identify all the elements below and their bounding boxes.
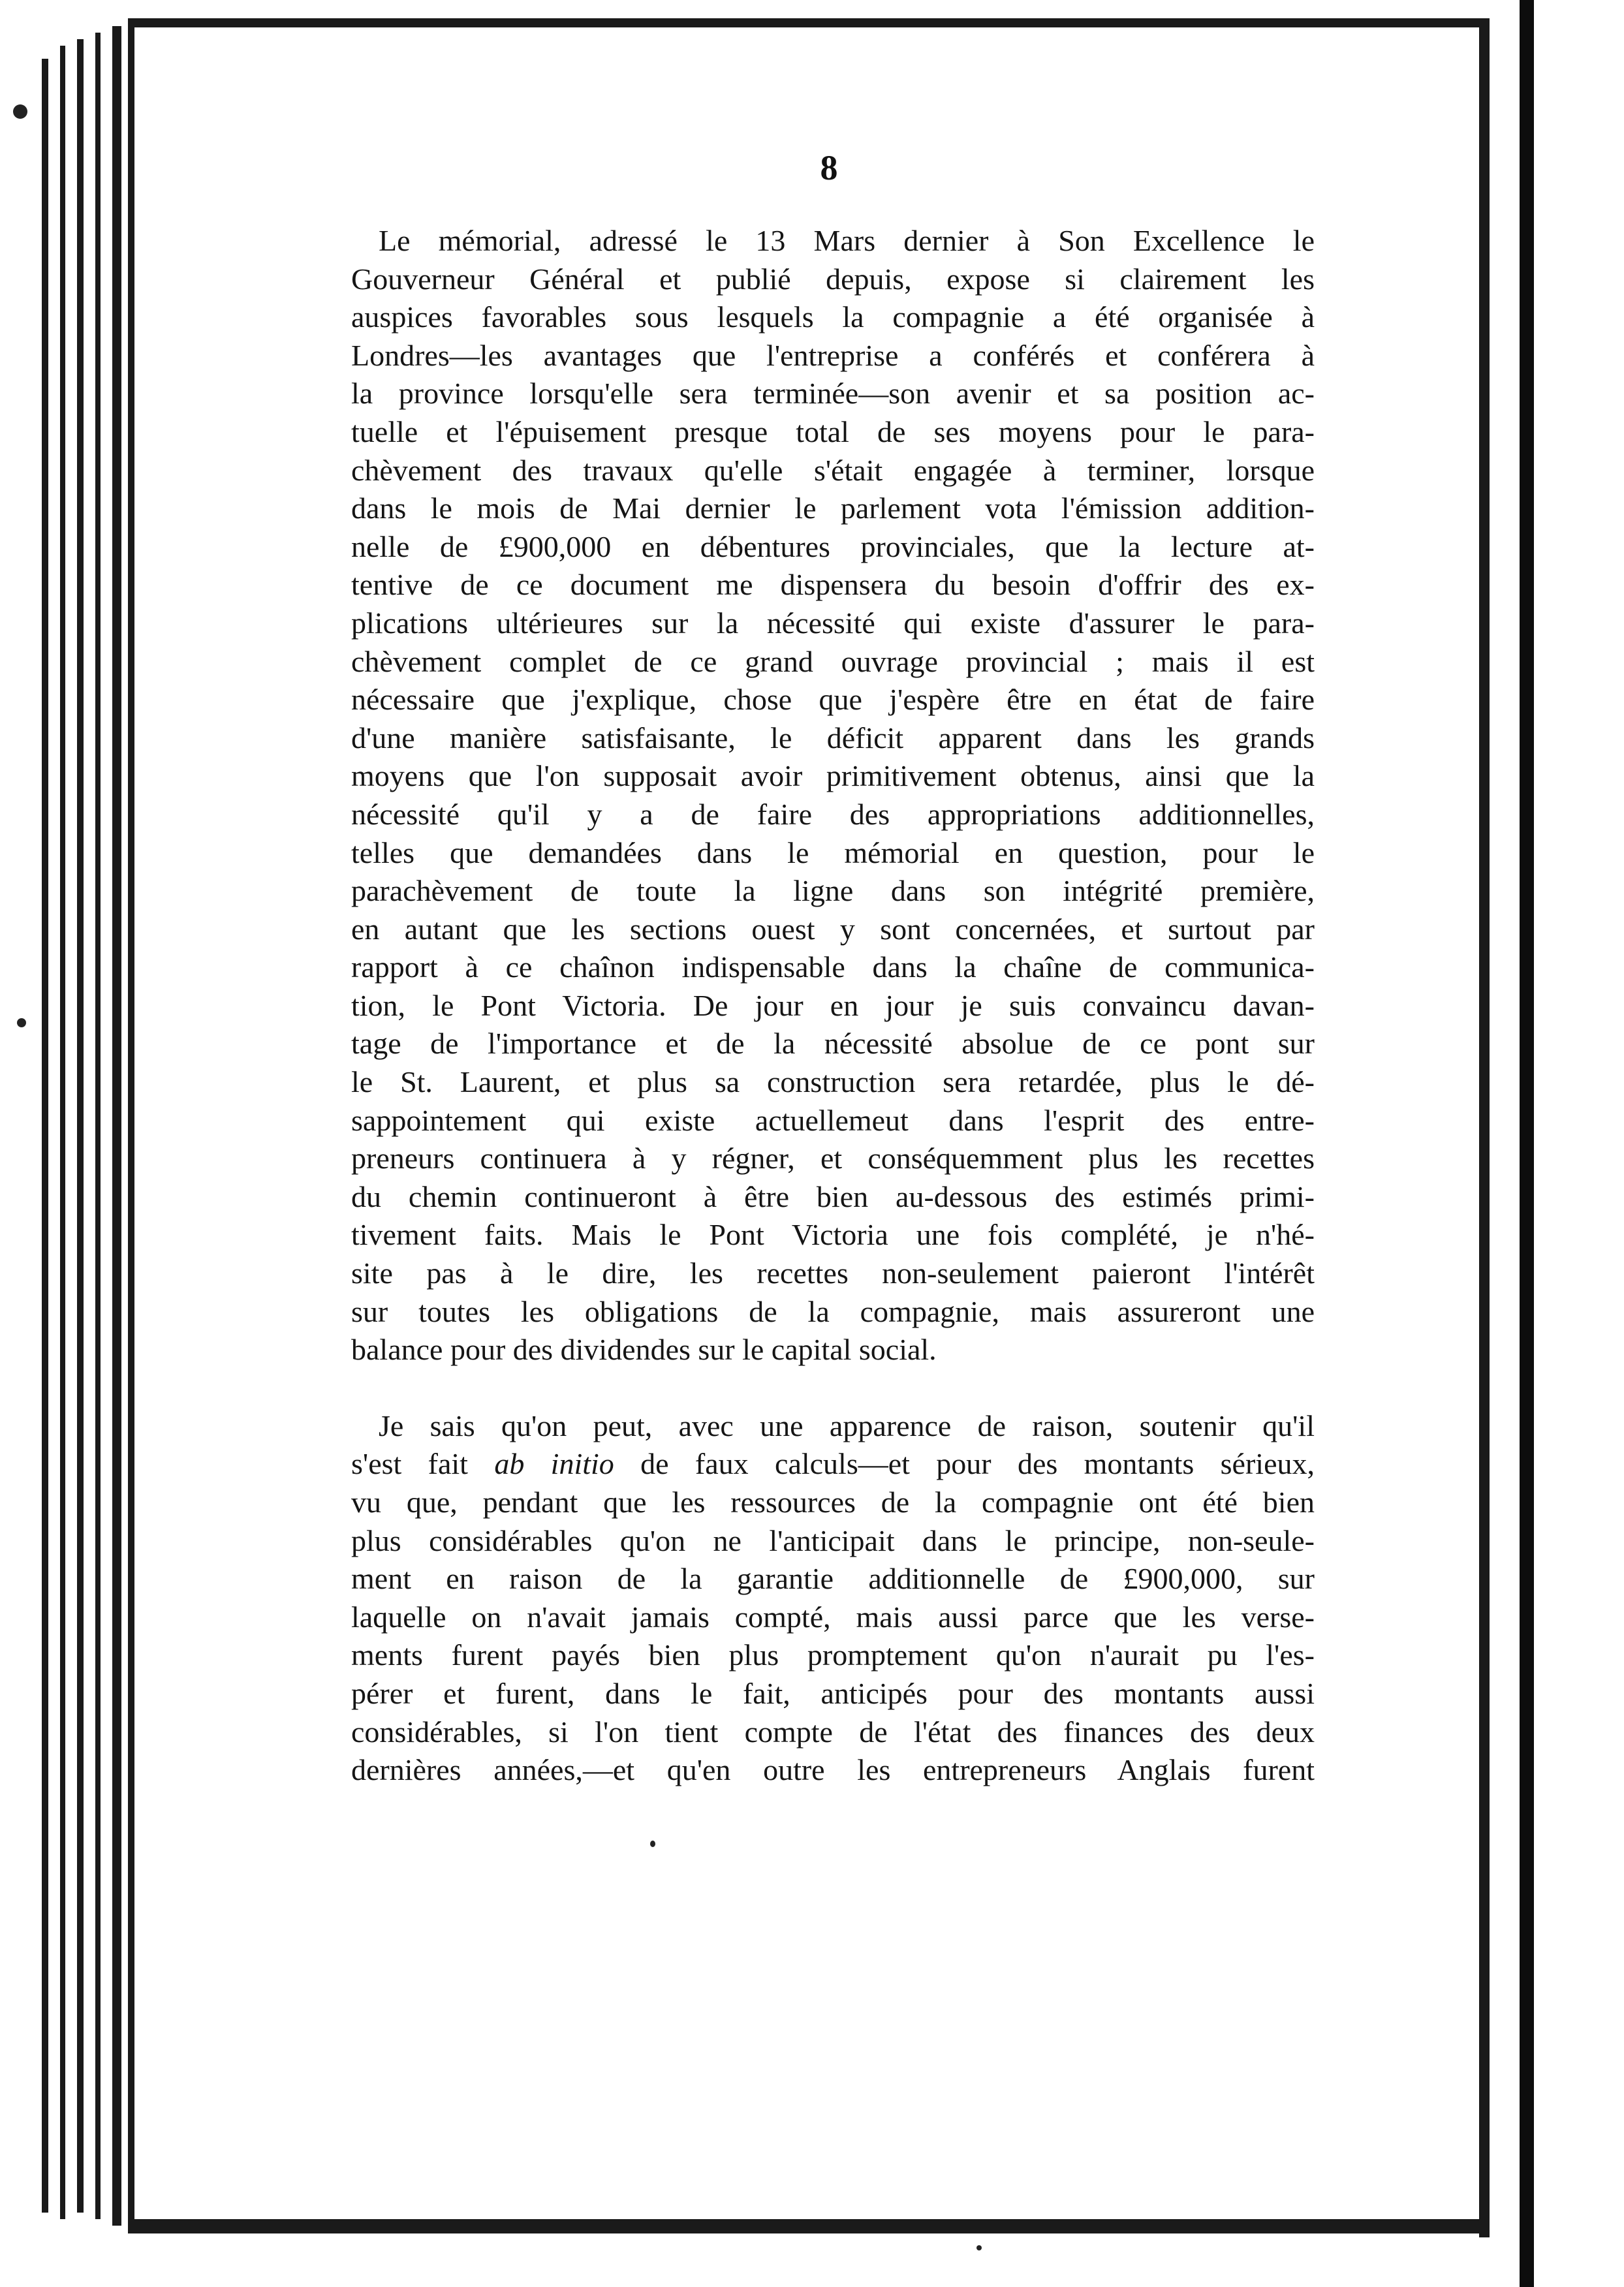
page-edge [128, 20, 134, 2226]
text-line: dans le mois de Mai dernier le parlement vota l'émission addition- [351, 491, 1315, 525]
text-line: plications ultérieures sur la nécessité qui existe d'assurer le para- [351, 606, 1315, 640]
page-bottom-border [128, 2219, 1490, 2233]
text-line: tion, le Pont Victoria. De jour en jour je suis convaincu davan- [351, 988, 1315, 1022]
text-line: sappointement qui existe actuellemeut dans l'esprit des entre- [351, 1103, 1315, 1137]
text-line: balance pour des dividendes sur le capital social. [351, 1333, 937, 1367]
text-line: Londres—les avantages que l'entreprise a conférés et conférera à [351, 338, 1315, 372]
text-line: plus considérables qu'on ne l'anticipait dans le principe, non-seule- [351, 1523, 1315, 1557]
scan-speck [13, 104, 27, 119]
text-line: chèvement des travaux qu'elle s'était engagée à terminer, lorsque [351, 453, 1315, 487]
next-page [1534, 0, 1624, 2287]
text-line: la province lorsqu'elle sera terminée—son avenir et sa position ac- [351, 377, 1315, 411]
text-line: laquelle on n'avait jamais compté, mais aussi parce que les verse- [351, 1600, 1315, 1634]
text-line: sur toutes les obligations de la compagnie, mais assureront une [351, 1294, 1315, 1328]
text-line [351, 1445, 1315, 1484]
page-edge [77, 39, 84, 2213]
paragraph [351, 1407, 1315, 1790]
scan-speck [650, 1841, 655, 1847]
book-gutter [1490, 13, 1520, 2252]
text-line: considérables, si l'on tient compte de l'état des finances des deux [351, 1715, 1315, 1749]
text-line: preneurs continuera à y régner, et conséquemment plus les recettes [351, 1142, 1315, 1175]
next-page-edge [1520, 0, 1534, 2287]
text-line: ment en raison de la garantie additionnelle de £900,000, sur [351, 1562, 1315, 1596]
text-line: nelle de £900,000 en débentures provinciales, que la lecture at- [351, 529, 1315, 563]
text-line: chèvement complet de ce grand ouvrage provincial ; mais il est [351, 644, 1315, 678]
text-segment: de faux calculs—et pour des montants sérieux, [614, 1447, 1315, 1481]
page-edge [112, 26, 121, 2226]
scan-speck [17, 1018, 26, 1027]
text-line: auspices favorables sous lesquels la compagnie a été organisée à [351, 300, 1315, 334]
paragraph [351, 222, 1315, 1369]
text-line: nécessaire que j'explique, chose que j'espère être en état de faire [351, 683, 1315, 717]
page-edge [95, 33, 101, 2219]
text-line: Le mémorial, adressé le 13 Mars dernier à Son Excellence le [379, 224, 1315, 257]
scan-speck [976, 2245, 982, 2250]
body-text [351, 222, 1315, 1790]
text-line: telles que demandées dans le mémorial en question, pour le [351, 835, 1315, 869]
page-top-border [128, 18, 1486, 27]
text-line: tivement faits. Mais le Pont Victoria une fois complété, je n'hé- [351, 1218, 1315, 1252]
text-line: parachèvement de toute la ligne dans son intégrité première, [351, 874, 1315, 908]
text-line: Gouverneur Général et publié depuis, expose si clairement les [351, 262, 1315, 296]
page-right-border [1479, 18, 1490, 2237]
text-line: rapport à ce chaînon indispensable dans la chaîne de communica- [351, 950, 1315, 984]
text-line: Je sais qu'on peut, avec une apparence de raison, soutenir qu'il [379, 1408, 1315, 1442]
page-edge [42, 59, 48, 2213]
text-line: moyens que l'on supposait avoir primitivement obtenus, ainsi que la [351, 759, 1315, 793]
text-line: dernières années,—et qu'en outre les entrepreneurs Anglais furent [351, 1753, 1315, 1787]
text-line: pérer et furent, dans le fait, anticipés pour des montants aussi [351, 1676, 1315, 1710]
text-line: tuelle et l'épuisement presque total de ses moyens pour le para- [351, 414, 1315, 448]
text-line: en autant que les sections ouest y sont concernées, et surtout par [351, 912, 1315, 946]
text-line: ments furent payés bien plus promptement qu'on n'aurait pu l'es- [351, 1638, 1315, 1672]
book-spine [0, 0, 131, 2287]
page-number: 8 [820, 148, 838, 187]
latin-phrase: ab initio [494, 1447, 614, 1481]
text-line: site pas à le dire, les recettes non-seulement paieront l'intérêt [351, 1256, 1315, 1290]
text-line: d'une manière satisfaisante, le déficit apparent dans les grands [351, 721, 1315, 755]
text-line: le St. Laurent, et plus sa construction sera retardée, plus le dé- [351, 1065, 1315, 1099]
text-line: du chemin continueront à être bien au-dessous des estimés primi- [351, 1179, 1315, 1213]
text-segment: s'est fait [351, 1447, 495, 1481]
text-line: tage de l'importance et de la nécessité absolue de ce pont sur [351, 1027, 1315, 1061]
text-line: tentive de ce document me dispensera du besoin d'offrir des ex- [351, 568, 1315, 602]
text-line: vu que, pendant que les ressources de la compagnie ont été bien [351, 1486, 1315, 1519]
text-line: nécessité qu'il y a de faire des appropriations additionnelles, [351, 797, 1315, 831]
page-edge [60, 46, 65, 2219]
